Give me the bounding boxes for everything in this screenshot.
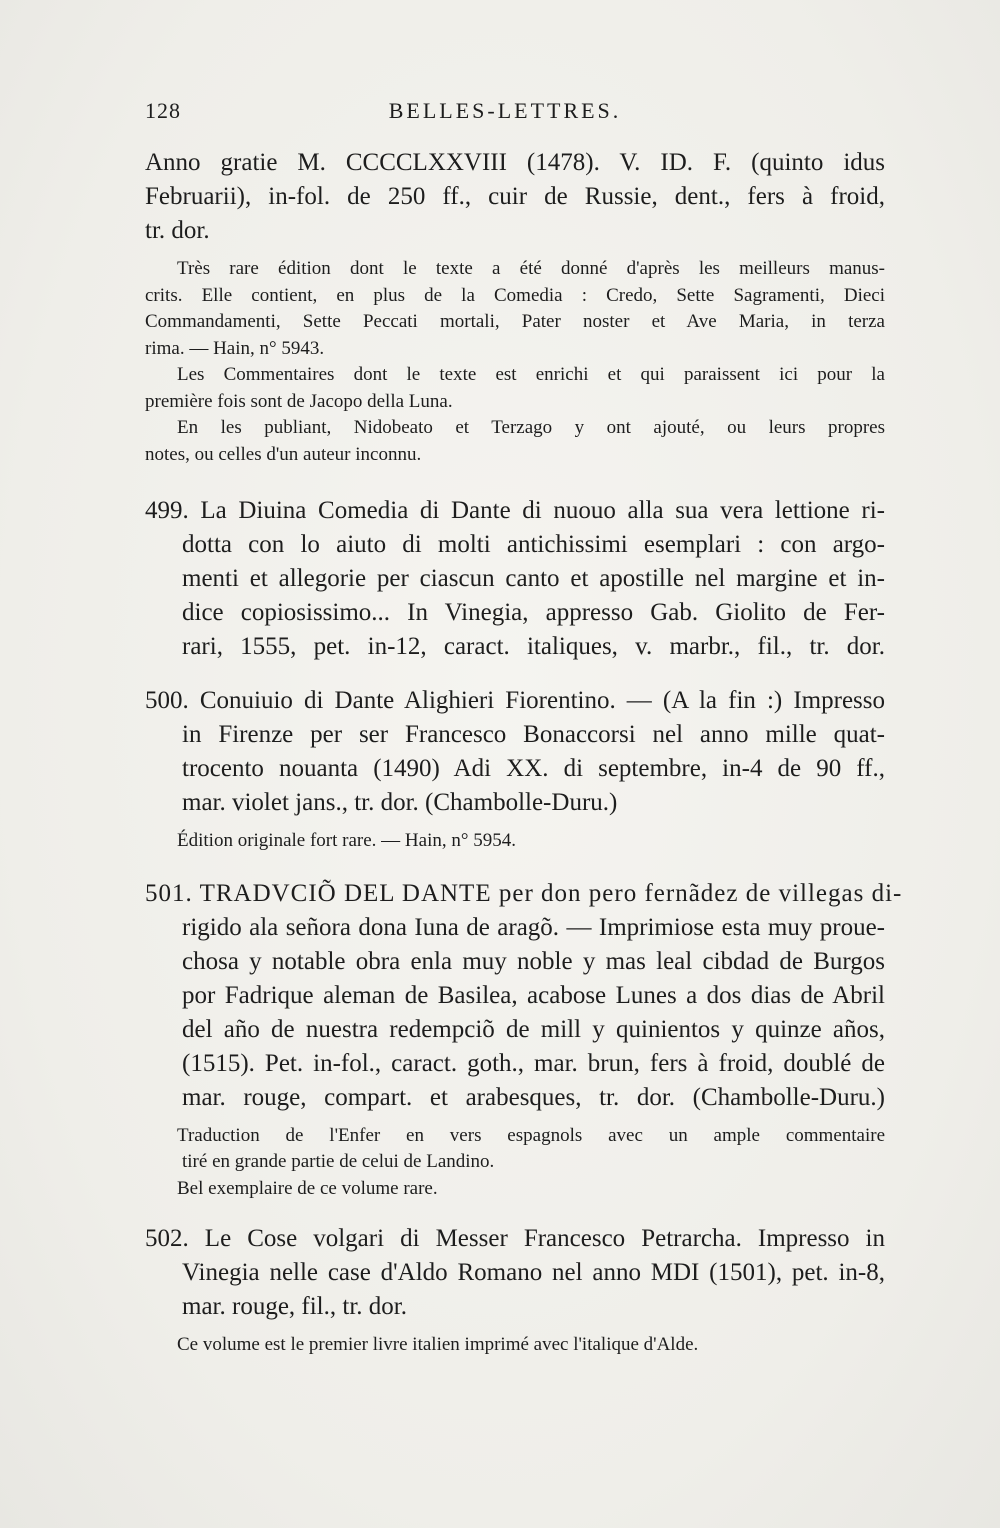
entry-line: dotta con lo aiuto di molti antichissimi esemplari : con argo- [182,531,885,558]
entry-line: Conuiuio di Dante Alighieri Fiorentino. — (A la fin :) Impresso [199,687,885,714]
entry-note [145,362,885,415]
note-line: Bel exemplaire de ce volume rare. [177,1177,438,1199]
entry-line: Vinegia nelle case d'Aldo Romano nel anno MDI (1501), pet. in-8, [182,1259,885,1286]
entry-first-line [145,494,885,528]
entry-number: 501. [145,879,193,907]
entry-note [145,256,885,362]
entry-line: trocento nouanta (1490) Adi XX. di septembre, in-4 de 90 ff., [182,755,885,782]
note-line: crits. Elle contient, en plus de la Comedia : Credo, Sette Sagramenti, Dieci [145,284,885,306]
page-number: 128 [145,98,181,123]
catalogue-entry-499 [145,494,885,664]
running-head [145,98,865,128]
entry-line: menti et allegorie per ciascun canto et apostille nel margine et in- [182,565,885,592]
note-line: Traduction de l'Enfer en vers espagnols avec un ample commentaire [177,1124,885,1146]
note-line: Très rare édition dont le texte a été donné d'après les meilleurs manus- [177,258,885,279]
note-line: Commandamenti, Sette Peccati mortali, Pater noster et Ave Maria, in terza [145,311,885,332]
note-line: notes, ou celles d'un auteur inconnu. [145,443,422,465]
entry-line: mar. violet jans., tr. dor. (Chambolle-Duru.) [182,789,618,816]
entry-note [145,1332,885,1359]
note-line: Édition originale fort rare. — Hain, n° 5954. [177,830,516,851]
entry-line: mar. rouge, fil., tr. dor. [182,1293,407,1320]
catalogue-entry-500 [145,684,885,855]
entry-line: mar. rouge, compart. et arabesques, tr. dor. (Chambolle-Duru.) [182,1083,885,1111]
entry-line: Anno gratie M. CCCCLXXVIII (1478). V. ID. F. (quinto idus [145,149,885,176]
entry-note [145,1123,885,1176]
note-line: Ce volume est le premier livre italien imprimé avec l'italique d'Alde. [177,1334,699,1355]
section-title: BELLES-LETTRES. [388,98,622,123]
entry-note [145,828,885,855]
entry-first-line [145,877,903,911]
entry-line: chosa y notable obra enla muy noble y mas leal cibdad de Burgos [182,947,885,975]
entry-number: 502. [145,1225,189,1252]
entry-line: dice copiosissimo... In Vinegia, appresso Gab. Giolito de Fer- [182,599,885,626]
carryover-entry [145,146,885,468]
note-line: rima. — Hain, n° 5943. [145,337,325,359]
entry-number: 499. [145,497,189,524]
entry-note [145,1176,885,1203]
note-line: En les publiant, Nidobeato et Terzago y ont ajouté, ou leurs propres [177,417,885,438]
note-line: tiré en grande partie de celui de Landino. [182,1151,495,1172]
entry-line: La Diuina Comedia di Dante di nuouo alla sua vera lettione ri- [200,497,885,524]
entry-first-line [145,684,885,718]
entry-line: rari, 1555, pet. in-12, caract. italiques, v. marbr., fil., tr. dor. [182,633,885,660]
entry-first-line [145,1222,885,1256]
entry-line: del año de nuestra redempciõ de mill y quinientos y quinze años, [182,1015,885,1043]
entry-line: Le Cose volgari di Messer Francesco Petrarcha. Impresso in [204,1225,886,1252]
catalogue-content [145,146,903,1359]
note-line: Les Commentaires dont le texte est enrichi et qui paraissent ici pour la [177,364,885,385]
entry-line: TRADVCIÕ DEL DANTE per don pero fernãdez de villegas di- [199,879,903,907]
note-line: première fois sont de Jacopo della Luna. [145,390,453,412]
entry-line: (1515). Pet. in-fol., caract. goth., mar. brun, fers à froid, doublé de [182,1049,885,1077]
entry-line: tr. dor. [145,217,210,244]
entry-line: in Firenze per ser Francesco Bonaccorsi nel anno mille quat- [182,721,885,748]
entry-line: por Fadrique aleman de Basilea, acabose Lunes a dos dias de Abril [182,981,885,1009]
entry-line: rigido ala señora dona Iuna de aragõ. — Imprimiose esta muy proue- [182,913,885,941]
catalogue-entry-501 [145,877,903,1203]
entry-note [145,415,885,468]
entry-number: 500. [145,687,189,714]
catalogue-entry-502 [145,1222,885,1359]
entry-line: Februarii), in-fol. de 250 ff., cuir de Russie, dent., fers à froid, [145,183,885,210]
